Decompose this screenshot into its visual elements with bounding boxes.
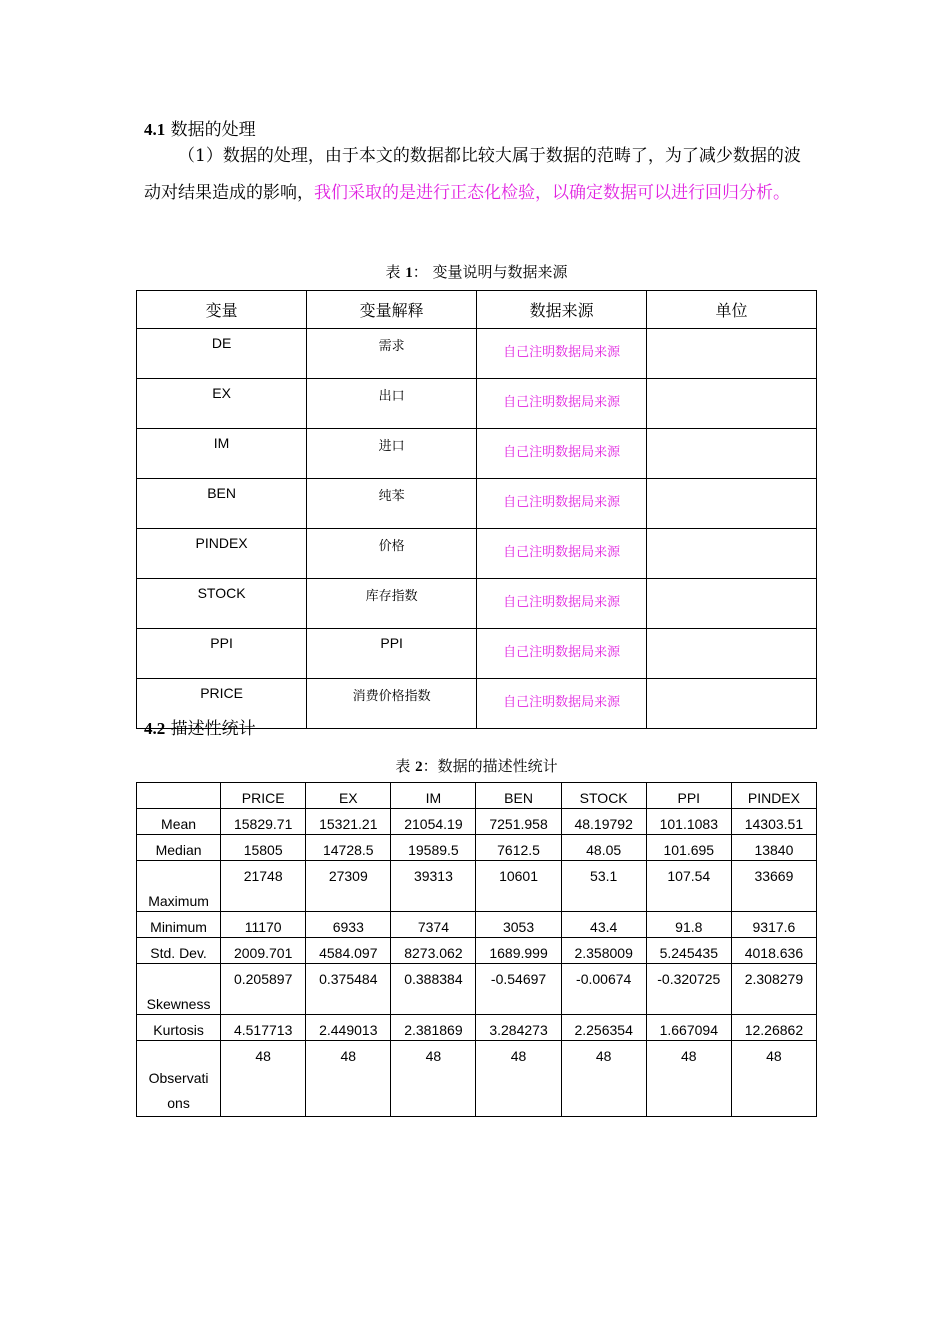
value-cell: 2.358009	[561, 938, 646, 964]
unit-cell	[647, 529, 817, 579]
value-cell: 48	[221, 1041, 306, 1117]
description-cell: PPI	[307, 629, 477, 679]
header-cell	[137, 783, 221, 809]
table-row	[137, 429, 817, 479]
source-cell: 自己注明数据局来源	[477, 579, 647, 629]
unit-cell	[647, 579, 817, 629]
value-cell: 0.375484	[306, 964, 391, 1015]
section-number: 4.2	[144, 719, 166, 738]
description-cell: 纯苯	[307, 479, 477, 529]
table-row	[137, 809, 817, 835]
unit-cell	[647, 679, 817, 729]
table-header-row	[137, 291, 817, 329]
variable-cell: EX	[137, 379, 307, 429]
table-row	[137, 964, 817, 1015]
value-cell: 0.205897	[221, 964, 306, 1015]
value-cell: 14728.5	[306, 835, 391, 861]
value-cell: 33669	[731, 861, 816, 912]
variable-cell: IM	[137, 429, 307, 479]
value-cell: 15805	[221, 835, 306, 861]
value-cell: 6933	[306, 912, 391, 938]
table-header-row	[137, 783, 817, 809]
value-cell: 53.1	[561, 861, 646, 912]
value-cell: 9317.6	[731, 912, 816, 938]
source-cell: 自己注明数据局来源	[477, 429, 647, 479]
header-cell: 变量解释	[307, 291, 477, 329]
section-heading-4-1	[144, 115, 256, 140]
table-row	[137, 912, 817, 938]
value-cell: 2009.701	[221, 938, 306, 964]
source-cell: 自己注明数据局来源	[477, 329, 647, 379]
header-cell: EX	[306, 783, 391, 809]
table-row	[137, 1041, 817, 1117]
value-cell: -0.320725	[646, 964, 731, 1015]
value-cell: 101.695	[646, 835, 731, 861]
value-cell: 4.517713	[221, 1015, 306, 1041]
value-cell: 7612.5	[476, 835, 561, 861]
value-cell: 91.8	[646, 912, 731, 938]
source-cell: 自己注明数据局来源	[477, 529, 647, 579]
body-paragraph	[144, 138, 816, 212]
table-row	[137, 938, 817, 964]
value-cell: 8273.062	[391, 938, 476, 964]
value-cell: 19589.5	[391, 835, 476, 861]
variable-cell: STOCK	[137, 579, 307, 629]
value-cell: 3053	[476, 912, 561, 938]
value-cell: 48.19792	[561, 809, 646, 835]
unit-cell	[647, 429, 817, 479]
source-cell: 自己注明数据局来源	[477, 379, 647, 429]
row-label: Skewness	[137, 964, 221, 1015]
value-cell: 2.449013	[306, 1015, 391, 1041]
value-cell: 48.05	[561, 835, 646, 861]
unit-cell	[647, 629, 817, 679]
row-label: Median	[137, 835, 221, 861]
caption-number: 2	[415, 759, 423, 775]
value-cell: 5.245435	[646, 938, 731, 964]
header-cell: IM	[391, 783, 476, 809]
unit-cell	[647, 479, 817, 529]
description-cell: 价格	[307, 529, 477, 579]
value-cell: 14303.51	[731, 809, 816, 835]
table-row	[137, 835, 817, 861]
row-label: Std. Dev.	[137, 938, 221, 964]
table-row	[137, 1015, 817, 1041]
table-row	[137, 529, 817, 579]
source-cell: 自己注明数据局来源	[477, 629, 647, 679]
value-cell: 2.256354	[561, 1015, 646, 1041]
value-cell: 10601	[476, 861, 561, 912]
table-row	[137, 579, 817, 629]
description-cell: 库存指数	[307, 579, 477, 629]
value-cell: 2.381869	[391, 1015, 476, 1041]
value-cell: 48	[391, 1041, 476, 1117]
value-cell: 39313	[391, 861, 476, 912]
value-cell: 12.26862	[731, 1015, 816, 1041]
header-cell: STOCK	[561, 783, 646, 809]
table-row	[137, 479, 817, 529]
section-title: 描述性统计	[170, 719, 256, 739]
value-cell: 15321.21	[306, 809, 391, 835]
row-label-line: Observati	[148, 1070, 209, 1086]
description-cell: 需求	[307, 329, 477, 379]
variable-cell: PRICE	[137, 679, 307, 729]
description-cell: 消费价格指数	[307, 679, 477, 729]
value-cell: 48	[561, 1041, 646, 1117]
section-title: 数据的处理	[170, 120, 256, 140]
variable-cell: PINDEX	[137, 529, 307, 579]
value-cell: -0.54697	[476, 964, 561, 1015]
value-cell: 4584.097	[306, 938, 391, 964]
unit-cell	[647, 379, 817, 429]
row-label: Mean	[137, 809, 221, 835]
value-cell: 48	[731, 1041, 816, 1117]
row-label: Maximum	[137, 861, 221, 912]
value-cell: 13840	[731, 835, 816, 861]
paragraph-text: （1）数据的处理，由于本文的数据都比较大属于数据的范畴了，为了减少数据的波动对结果造成的影响，	[144, 146, 801, 203]
value-cell: 7251.958	[476, 809, 561, 835]
table-row	[137, 629, 817, 679]
value-cell: 1689.999	[476, 938, 561, 964]
source-cell: 自己注明数据局来源	[477, 679, 647, 729]
variables-table	[136, 290, 817, 729]
header-cell: 数据来源	[477, 291, 647, 329]
caption-number: 1	[405, 265, 413, 281]
header-cell: 变量	[137, 291, 307, 329]
table2-caption	[136, 755, 817, 776]
value-cell: 48	[646, 1041, 731, 1117]
row-label: Kurtosis	[137, 1015, 221, 1041]
header-cell: PINDEX	[731, 783, 816, 809]
header-cell: PPI	[646, 783, 731, 809]
variable-cell: DE	[137, 329, 307, 379]
row-label-line: ons	[167, 1095, 190, 1111]
value-cell: 48	[306, 1041, 391, 1117]
value-cell: 21054.19	[391, 809, 476, 835]
unit-cell	[647, 329, 817, 379]
value-cell: 48	[476, 1041, 561, 1117]
value-cell: 11170	[221, 912, 306, 938]
row-label: Minimum	[137, 912, 221, 938]
value-cell: 1.667094	[646, 1015, 731, 1041]
caption-prefix: 表	[385, 263, 401, 281]
value-cell: 4018.636	[731, 938, 816, 964]
description-cell: 进口	[307, 429, 477, 479]
section-heading-4-2	[144, 714, 256, 739]
description-cell: 出口	[307, 379, 477, 429]
value-cell: 7374	[391, 912, 476, 938]
header-cell: BEN	[476, 783, 561, 809]
table-row	[137, 379, 817, 429]
value-cell: 43.4	[561, 912, 646, 938]
header-cell: PRICE	[221, 783, 306, 809]
value-cell: 0.388384	[391, 964, 476, 1015]
value-cell: 101.1083	[646, 809, 731, 835]
value-cell: 27309	[306, 861, 391, 912]
variable-cell: BEN	[137, 479, 307, 529]
value-cell: 107.54	[646, 861, 731, 912]
section-number: 4.1	[144, 120, 166, 139]
caption-text: ： 变量说明与数据来源	[412, 263, 568, 281]
variable-cell: PPI	[137, 629, 307, 679]
caption-text: ：数据的描述性统计	[422, 757, 558, 775]
row-label	[137, 1041, 221, 1117]
caption-prefix: 表	[395, 757, 411, 775]
header-cell: 单位	[647, 291, 817, 329]
paragraph-highlight: 我们采取的是进行正态化检验，以确定数据可以进行回归分析。	[314, 183, 790, 203]
value-cell: 3.284273	[476, 1015, 561, 1041]
value-cell: -0.00674	[561, 964, 646, 1015]
table-row	[137, 861, 817, 912]
value-cell: 21748	[221, 861, 306, 912]
table1-caption	[136, 261, 817, 282]
value-cell: 2.308279	[731, 964, 816, 1015]
source-cell: 自己注明数据局来源	[477, 479, 647, 529]
descriptive-stats-table	[136, 782, 817, 1117]
table-row	[137, 329, 817, 379]
value-cell: 15829.71	[221, 809, 306, 835]
